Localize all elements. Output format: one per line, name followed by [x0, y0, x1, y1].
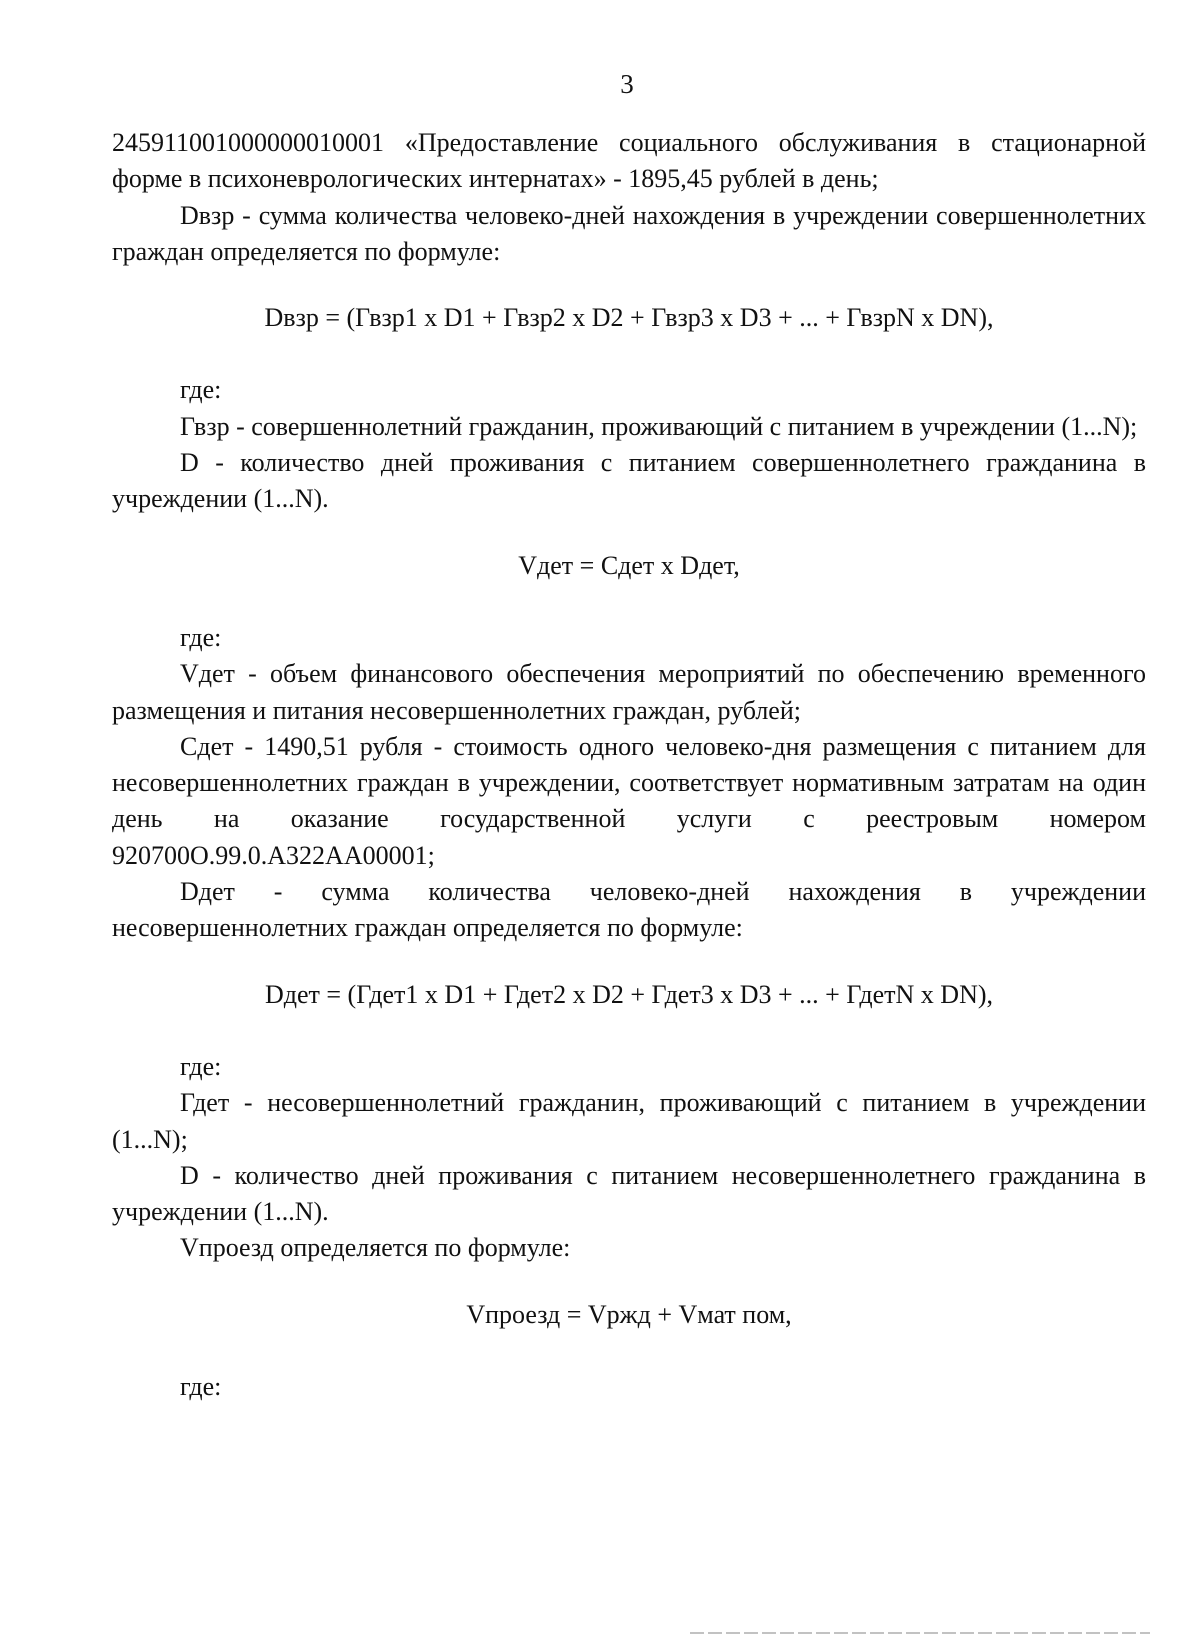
minor-citizen-definition: Гдет - несовершеннолетний гражданин, проживающий с питанием в учреждении (1...N);: [112, 1088, 1146, 1154]
travel-definition-intro: Vпроезд определяется по формуле:: [180, 1233, 571, 1263]
spacer: [112, 518, 1146, 548]
spacer: [112, 336, 1146, 372]
adult-days-formula: Dвзр = (Гвзр1 х D1 + Гвзр2 х D2 + Гвзр3 х D3 + ... + ГвзрN х DN),: [264, 303, 994, 333]
where-label: где:: [180, 375, 222, 405]
where-label: где:: [180, 1372, 222, 1402]
spacer: [112, 1267, 1146, 1297]
travel-formula: Vпроезд = Vржд + Vмат пом,: [466, 1299, 792, 1329]
children-days-definition: Dдет - сумма количества человеко-дней нахождения в учреждении несовершеннолетних граждан определяется по формуле:: [112, 877, 1146, 943]
adult-days-count-definition: D - количество дней проживания с питанием совершеннолетнего гражданина в учреждении (1...N).: [112, 448, 1146, 514]
document-body: [112, 125, 1146, 1405]
spacer: [112, 584, 1146, 620]
children-funding-definition: Vдет - объем финансового обеспечения мероприятий по обеспечению временного размещения и питания несовершеннолетних граждан, рублей;: [112, 659, 1146, 725]
where-label: где:: [180, 622, 222, 652]
page-number: 3: [620, 69, 634, 99]
adult-days-definition: Dвзр - сумма количества человеко-дней нахождения в учреждении совершеннолетних граждан определяется по формуле:: [112, 200, 1146, 266]
spacer: [112, 947, 1146, 977]
spacer: [112, 1013, 1146, 1049]
where-label: где:: [180, 1051, 222, 1081]
children-days-formula: Dдет = (Гдет1 х D1 + Гдет2 х D2 + Гдет3 х D3 + ... + ГдетN х DN),: [264, 979, 994, 1009]
spacer: [112, 1333, 1146, 1369]
scan-artifact: [690, 1632, 1150, 1634]
spacer: [112, 270, 1146, 300]
service-cost-paragraph: 245911001000000010001 «Предоставление социального обслуживания в стационарной форме в психоневрологических интернатах» - 1895,45 рублей в день;: [112, 128, 1146, 194]
children-cost-definition: Сдет - 1490,51 рубля - стоимость одного человеко-дня размещения с питанием для несовершеннолетних граждан в учреждении, соответствует нормативным затратам на один день на оказание государственной услуги с реестровым номером 920700О.99.0.А322АА00001;: [112, 731, 1146, 870]
adult-citizen-definition: Гвзр - совершеннолетний гражданин, проживающий с питанием в учреждении (1...N);: [180, 411, 1138, 441]
children-funding-formula: Vдет = Сдет х Dдет,: [518, 550, 740, 580]
minor-days-count-definition: D - количество дней проживания с питанием несовершеннолетнего гражданина в учреждении (1...N).: [112, 1160, 1146, 1227]
